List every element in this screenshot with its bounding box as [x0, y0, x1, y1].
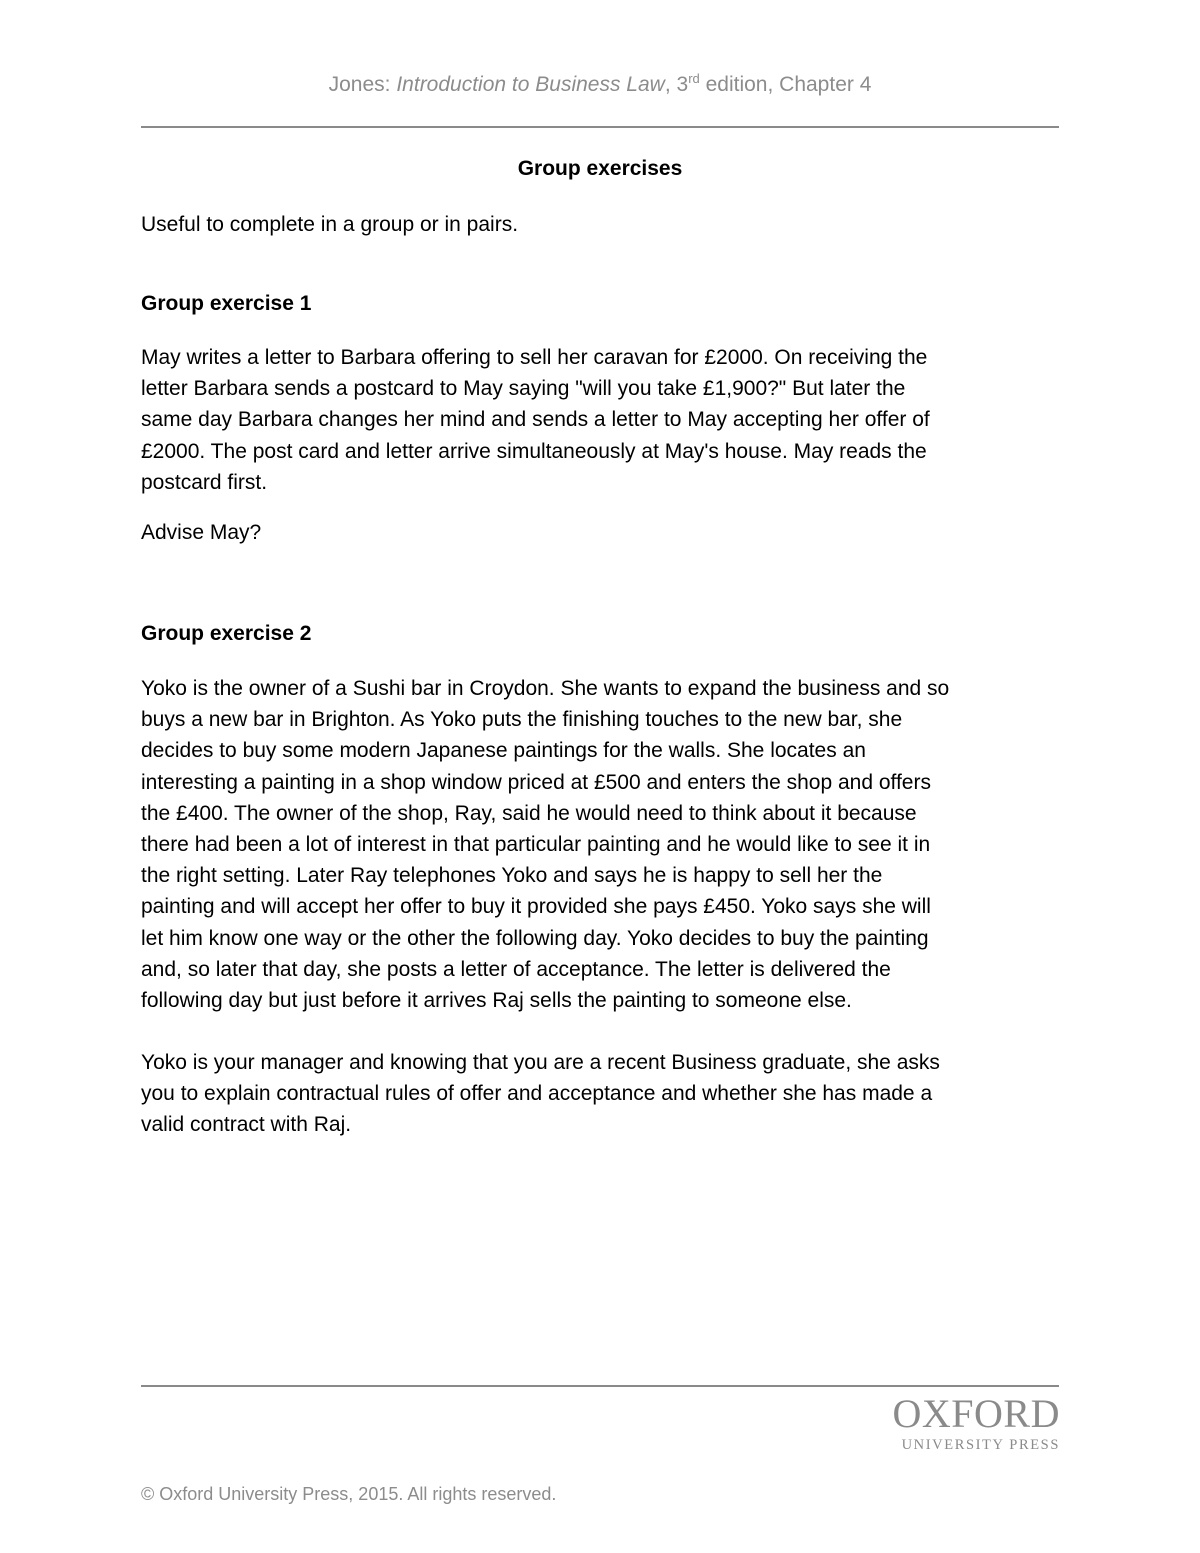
- paragraph-line: buys a new bar in Brighton. As Yoko puts the finishing touches to the new bar, she: [141, 708, 903, 732]
- header-prefix: Jones:: [328, 73, 397, 96]
- paragraph-line: Yoko is the owner of a Sushi bar in Croydon. She wants to expand the business and so: [141, 677, 950, 700]
- header-suffix: edition, Chapter 4: [699, 73, 872, 96]
- paragraph-line: the £400. The owner of the shop, Ray, said he would need to think about it because: [141, 801, 917, 825]
- header-divider: [141, 126, 1059, 128]
- paragraph-line: £2000. The post card and letter arrive simultaneously at May's house. May reads the: [141, 439, 927, 463]
- intro-text: Useful to complete in a group or in pairs.: [141, 213, 519, 236]
- header-book-title: Introduction to Business Law: [396, 73, 665, 96]
- running-header: [0, 70, 1200, 100]
- paragraph-line: and, so later that day, she posts a letter of acceptance. The letter is delivered the: [141, 957, 891, 981]
- exercise-2-heading: Group exercise 2: [141, 622, 312, 645]
- exercise-1-question: Advise May?: [141, 521, 262, 544]
- oxford-logo: [850, 1392, 1060, 1454]
- copyright-notice: © Oxford University Press, 2015. All rights reserved.: [141, 1484, 557, 1504]
- paragraph-line: painting and will accept her offer to buy it provided she pays £450. Yoko says she will: [141, 895, 931, 919]
- paragraph-line: valid contract with Raj.: [141, 1113, 352, 1137]
- paragraph-line: the right setting. Later Ray telephones Yoko and says he is happy to sell her the: [141, 864, 883, 888]
- paragraph-line: following day but just before it arrives Raj sells the painting to someone else.: [141, 989, 852, 1013]
- header-superscript: rd: [688, 71, 700, 86]
- footer-divider: [141, 1385, 1059, 1387]
- exercise-2-task: [141, 1047, 1059, 1141]
- paragraph-line: Yoko is your manager and knowing that you are a recent Business graduate, she asks: [141, 1051, 940, 1074]
- paragraph-line: same day Barbara changes her mind and sends a letter to May accepting her offer of: [141, 408, 930, 432]
- logo-subtitle: UNIVERSITY PRESS: [901, 1437, 1060, 1453]
- header-edition-number: , 3: [664, 73, 689, 96]
- exercise-1-body: [141, 342, 1059, 498]
- paragraph-line: May writes a letter to Barbara offering to sell her caravan for £2000. On receiving the: [141, 346, 928, 369]
- logo-wordmark: OXFORD: [892, 1391, 1060, 1436]
- paragraph-line: there had been a lot of interest in that particular painting and he would like to see it in: [141, 833, 931, 857]
- paragraph-line: decides to buy some modern Japanese paintings for the walls. She locates an: [141, 739, 866, 763]
- exercise-1-heading: Group exercise 1: [141, 292, 312, 315]
- paragraph-line: you to explain contractual rules of offer and acceptance and whether she has made a: [141, 1082, 933, 1106]
- paragraph-line: letter Barbara sends a postcard to May saying "will you take £1,900?" But later the: [141, 377, 906, 401]
- exercise-2-body: [141, 673, 1059, 1016]
- paragraph-line: postcard first.: [141, 470, 268, 494]
- paragraph-line: interesting a painting in a shop window priced at £500 and enters the shop and offers: [141, 770, 931, 794]
- paragraph-line: let him know one way or the other the following day. Yoko decides to buy the painting: [141, 926, 929, 950]
- page-title: Group exercises: [517, 157, 683, 180]
